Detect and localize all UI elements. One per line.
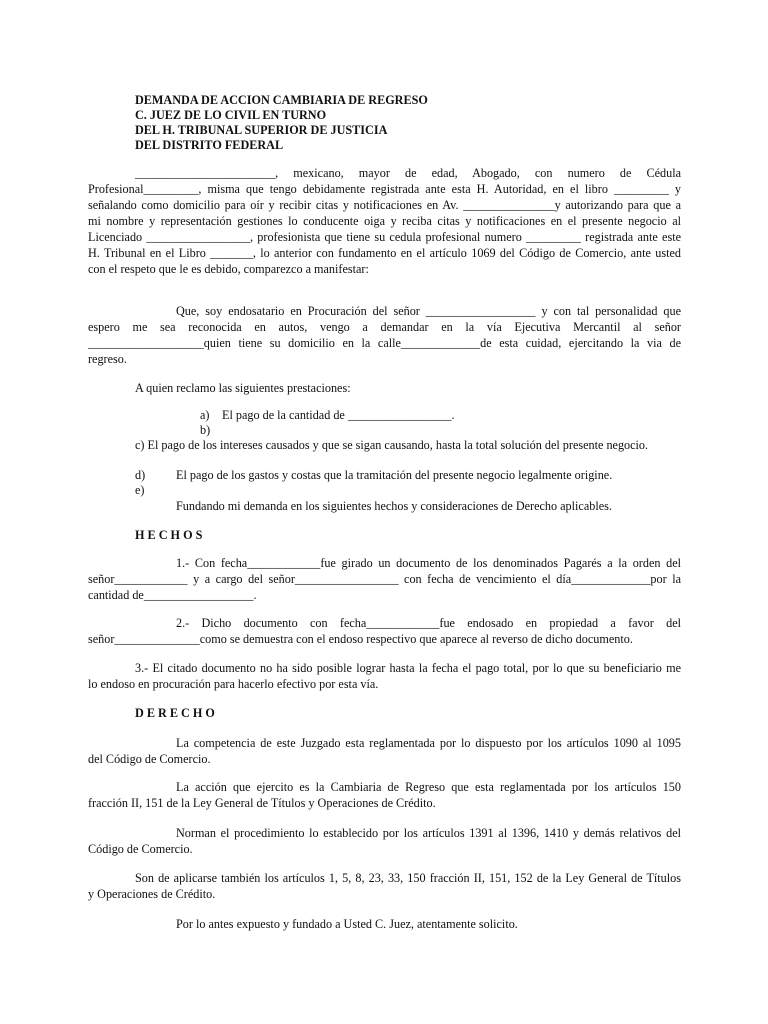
que-line: espero me sea reconocida en autos, vengo a demandar en la vía Ejecutiva Mercantil al señor <box>88 320 681 334</box>
hecho-2-line: 2.- Dicho documento con fecha____________fue endosado en propiedad a favor del <box>176 616 681 630</box>
derecho-1-line: La competencia de este Juzgado esta reglamentada por lo dispuesto por los artículos 1090 al 1095 <box>176 736 681 750</box>
closing-text: Por lo antes expuesto y fundado a Usted C. Juez, atentamente solicito. <box>176 917 518 931</box>
item-c-text: c) El pago de los intereses causados y que se sigan causando, hasta la total solución del presente negocio. <box>135 438 649 452</box>
derecho-4-line: y Operaciones de Crédito. <box>88 887 216 901</box>
hechos-heading: H E C H O S <box>135 528 203 542</box>
item-d-text: El pago de los gastos y costas que la tramitación del presente negocio legalmente origine. <box>176 468 613 482</box>
addressee-tribunal: DEL H. TRIBUNAL SUPERIOR DE JUSTICIA <box>135 123 388 137</box>
hecho-1-line: cantidad de__________________. <box>88 588 257 602</box>
item-a-label: a) <box>200 408 210 422</box>
intro-line: _______________________, mexicano, mayor de edad, Abogado, con numero de Cédula <box>135 166 681 180</box>
hecho-3-line: lo endoso en procuración para hacerlo efectivo por esta vía. <box>88 677 379 691</box>
derecho-3-line: Norman el procedimiento lo establecido por los artículos 1391 al 1396, 1410 y demás relativos del <box>176 826 681 840</box>
hecho-1-line: 1.- Con fecha____________fue girado un documento de los denominados Pagarés a la orden del <box>176 556 681 570</box>
derecho-4-line: Son de aplicarse también los artículos 1, 5, 8, 23, 33, 150 fracción II, 151, 152 de la Ley General de Títulos <box>135 871 681 885</box>
doc-title: DEMANDA DE ACCION CAMBIARIA DE REGRESO <box>135 93 428 107</box>
derecho-3-line: Código de Comercio. <box>88 842 193 856</box>
derecho-1-line: del Código de Comercio. <box>88 752 211 766</box>
intro-line: H. Tribunal en el Libro _______, lo anterior con fundamento en el artículo 1069 del Código de Comercio, ante usted <box>88 246 681 260</box>
que-line: regreso. <box>88 352 127 366</box>
derecho-heading: D E R E C H O <box>135 706 215 720</box>
hecho-1-line: señor____________ y a cargo del señor_________________ con fecha de vencimiento el día_____________por la <box>88 572 681 586</box>
que-line: Que, soy endosatario en Procuración del señor __________________ y con tal personalidad que <box>176 304 681 318</box>
intro-line: con el respeto que le es debido, comparezco a manifestar: <box>88 262 369 276</box>
intro-line: Licenciado _________________, profesionista que tiene su cedula profesional numero _________ registrada ante este <box>88 230 681 244</box>
reclamo-text: A quien reclamo las siguientes prestaciones: <box>135 381 351 395</box>
intro-line: Profesional_________, misma que tengo debidamente registrada ante esta H. Autoridad, en el libro _________ y <box>88 182 681 196</box>
intro-line: mi nombre y representación gestiones lo conducente oiga y reciba citas y notificaciones en el presente negocio al <box>88 214 681 228</box>
hecho-3-line: 3.- El citado documento no ha sido posible lograr hasta la fecha el pago total, por lo que su beneficiario me <box>135 661 681 675</box>
derecho-2-line: fracción II, 151 de la Ley General de Títulos y Operaciones de Crédito. <box>88 796 436 810</box>
que-line: ___________________quien tiene su domicilio en la calle_____________de esta cuidad, ejercitando la via de <box>88 336 681 350</box>
hecho-2-line: señor______________como se demuestra con el endoso respectivo que aparece al reverso de dicho documento. <box>88 632 633 646</box>
item-d-label: d) <box>135 468 146 482</box>
fundando-text: Fundando mi demanda en los siguientes hechos y consideraciones de Derecho aplicables. <box>176 499 612 513</box>
derecho-2-line: La acción que ejercito es la Cambiaria de Regreso que esta reglamentada por los artículos 150 <box>176 780 681 794</box>
item-e-label: e) <box>135 483 145 497</box>
item-a-text: El pago de la cantidad de _________________. <box>222 408 455 422</box>
addressee-district: DEL DISTRITO FEDERAL <box>135 138 284 152</box>
intro-line: señalando como domicilio para oír y recibir citas y notificaciones en Av. _______________y autorizando para que a <box>88 198 681 212</box>
item-b-label: b) <box>200 423 211 437</box>
addressee-judge: C. JUEZ DE LO CIVIL EN TURNO <box>135 108 327 122</box>
